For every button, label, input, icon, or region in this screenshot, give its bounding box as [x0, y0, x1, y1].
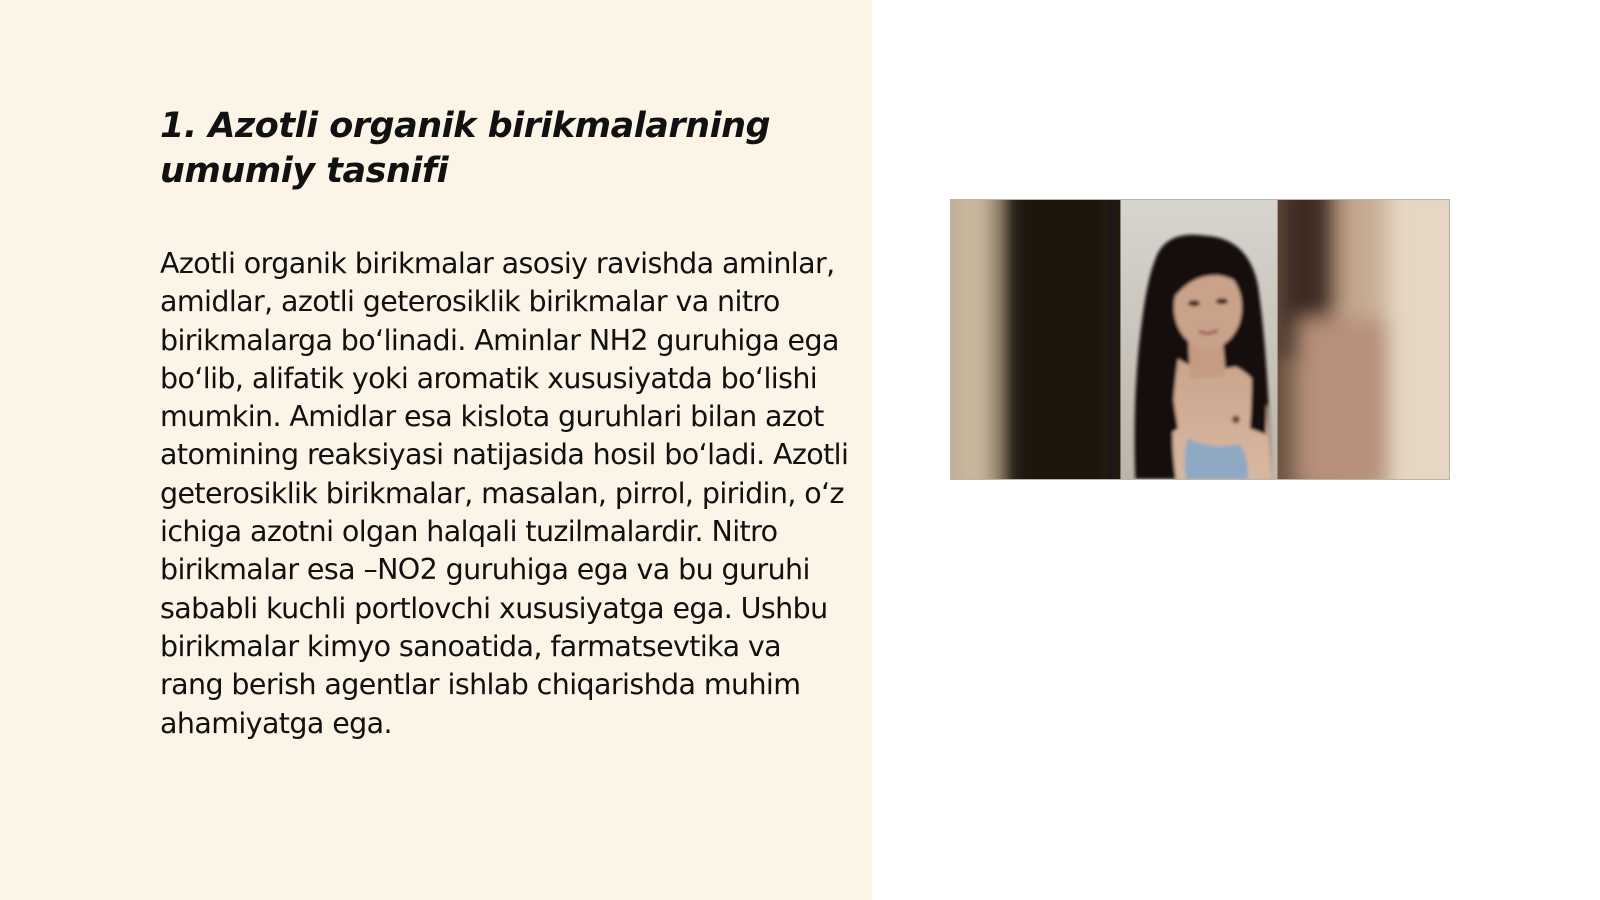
- portrait-photo-graphic: [951, 200, 1449, 479]
- slide-title: 1. Azotli organik birikmalarning umumiy tasnifi: [160, 106, 771, 191]
- portrait-photo: [950, 199, 1450, 480]
- slide-body-text: Azotli organik birikmalar asosiy ravishda aminlar, amidlar, azotli geterosiklik birikmalar va nitro birikmalarga boʻlinadi. Aminlar NH2 guruhiga ega boʻlib, alifatik yoki aromatik xususiyatda boʻlishi mumkin. Amidlar esa kislota guruhlari bilan azot atomining reaksiyasi natijasida hosil boʻladi. Azotli geterosiklik birikmalar, masalan, pirrol, piridin, oʻz ichiga azotni olgan halqali tuzilmalardir. Nitro birikmalar esa –NO2 guruhiga ega va bu guruhi sababli kuchli portlovchi xususiyatga ega. Ushbu birikmalar kimyo sanoatida, farmatsevtika va rang berish agentlar ishlab chiqarishda muhim ahamiyatga ega.: [160, 247, 849, 740]
